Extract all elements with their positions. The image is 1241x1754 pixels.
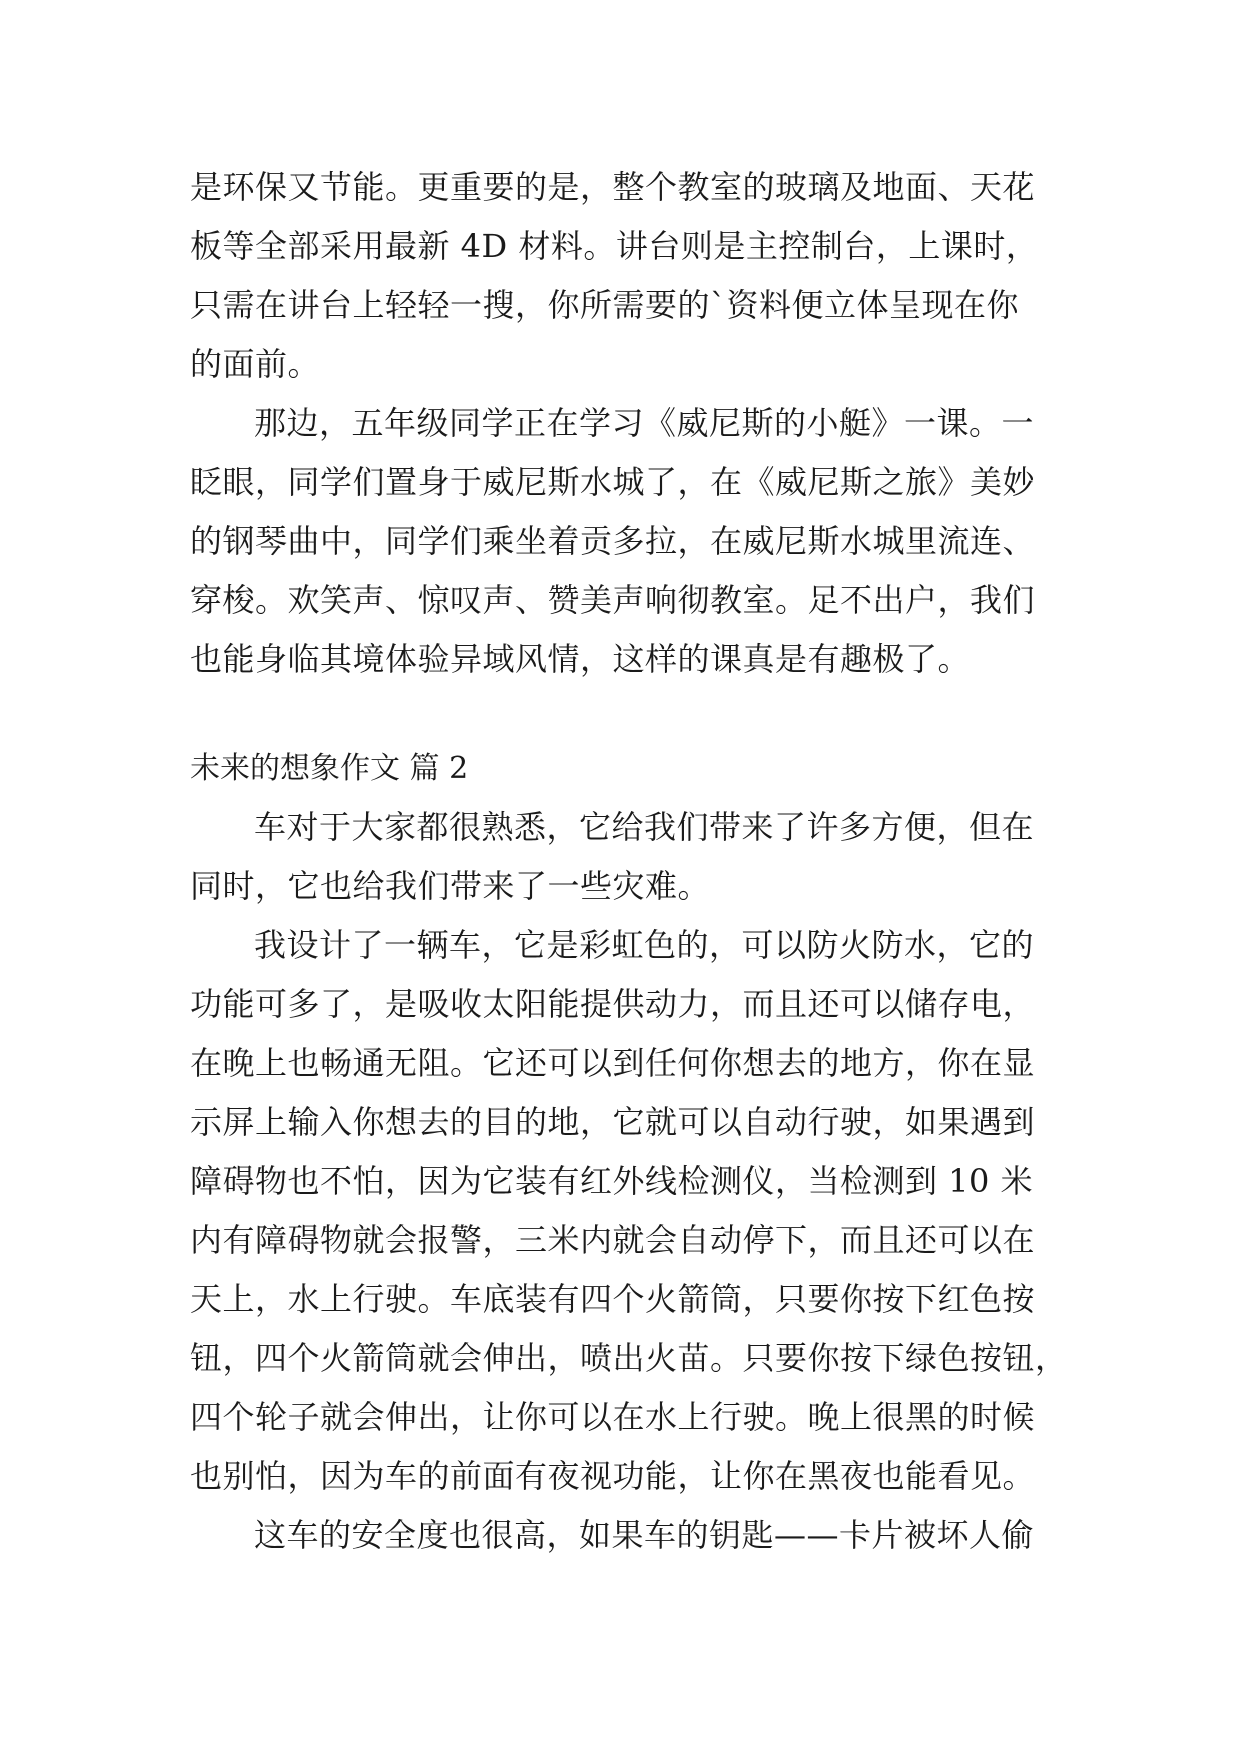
text-line: 穿梭。欢笑声、惊叹声、赞美声响彻教室。足不出户，我们 xyxy=(190,581,1036,619)
text-line: 在晚上也畅通无阻。它还可以到任何你想去的地方，你在显 xyxy=(190,1044,1036,1082)
text-line: 板等全部采用最新 4D 材料。讲台则是主控制台，上课时， xyxy=(190,227,1039,265)
paragraph-start-line: 车对于大家都很熟悉，它给我们带来了许多方便，但在 xyxy=(254,808,1035,846)
essay-section-1 xyxy=(190,158,1070,689)
paragraph-start-line: 那边，五年级同学正在学习《威尼斯的小艇》一课。一 xyxy=(254,404,1035,442)
text-line: 的面前。 xyxy=(190,345,321,383)
text-line: 钮，四个火箭筒就会伸出，喷出火苗。只要你按下绿色按钮， xyxy=(190,1339,1068,1377)
section-spacer xyxy=(190,689,1070,739)
text-line: 眨眼，同学们置身于威尼斯水城了，在《威尼斯之旅》美妙 xyxy=(190,463,1036,501)
text-line: 内有障碍物就会报警，三米内就会自动停下，而且还可以在 xyxy=(190,1221,1036,1259)
paragraph-start-line: 这车的安全度也很高，如果车的钥匙——卡片被坏人偷 xyxy=(254,1516,1035,1554)
text-line: 示屏上输入你想去的目的地，它就可以自动行驶，如果遇到 xyxy=(190,1103,1036,1141)
text-line: 也别怕，因为车的前面有夜视功能，让你在黑夜也能看见。 xyxy=(190,1457,1036,1495)
text-line: 的钢琴曲中，同学们乘坐着贡多拉，在威尼斯水城里流连、 xyxy=(190,522,1036,560)
text-line: 四个轮子就会伸出，让你可以在水上行驶。晚上很黑的时候 xyxy=(190,1398,1036,1436)
text-line: 也能身临其境体验异域风情，这样的课真是有趣极了。 xyxy=(190,640,971,678)
text-line: 同时，它也给我们带来了一些灾难。 xyxy=(190,867,711,905)
text-line: 天上，水上行驶。车底装有四个火箭筒，只要你按下红色按 xyxy=(190,1280,1036,1318)
essay-section-2 xyxy=(190,739,1070,1565)
text-line: 功能可多了，是吸收太阳能提供动力，而且还可以储存电， xyxy=(190,985,1036,1023)
text-line: 是环保又节能。更重要的是，整个教室的玻璃及地面、天花 xyxy=(190,168,1036,206)
paragraph-start-line: 我设计了一辆车，它是彩虹色的，可以防火防水，它的 xyxy=(254,926,1035,964)
text-line: 只需在讲台上轻轻一搜，你所需要的`资料便立体呈现在你 xyxy=(190,286,1020,324)
text-line: 障碍物也不怕，因为它装有红外线检测仪，当检测到 10 米 xyxy=(190,1162,1034,1200)
section-heading: 未来的想象作文 篇 2 xyxy=(190,751,469,786)
document-page xyxy=(190,158,1070,1565)
